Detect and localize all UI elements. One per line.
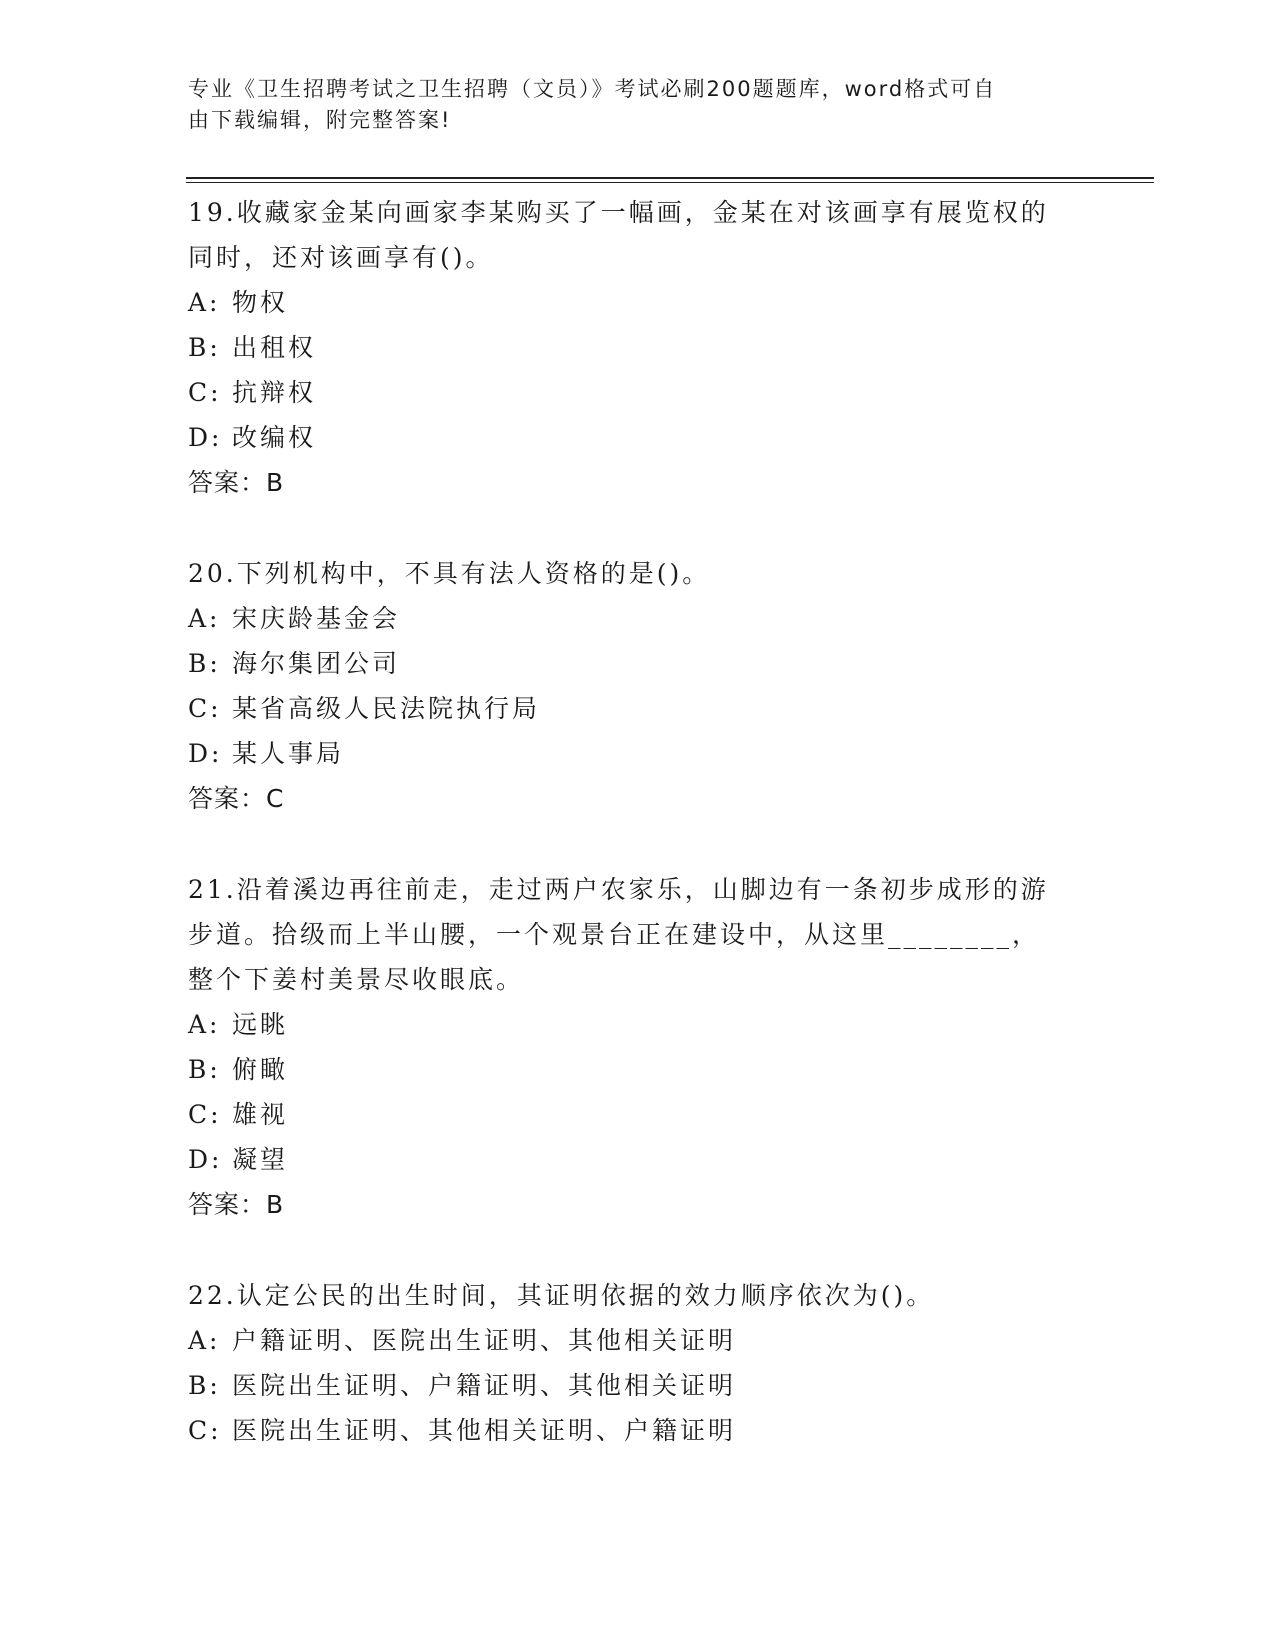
question-20	[188, 551, 1088, 821]
option-text: 雄视	[232, 1100, 289, 1129]
option-text: 医院出生证明、户籍证明、其他相关证明	[232, 1371, 737, 1400]
stem-line: 22.认定公民的出生时间，其证明依据的效力顺序依次为()。	[188, 1281, 935, 1310]
option-letter: A:	[188, 1326, 221, 1355]
option-letter: C:	[188, 694, 222, 723]
option-a	[188, 596, 1088, 641]
option-letter: B:	[188, 1371, 221, 1400]
option-letter: D:	[188, 1145, 223, 1174]
option-text: 医院出生证明、其他相关证明、户籍证明	[232, 1416, 737, 1445]
option-c	[188, 1408, 1088, 1453]
option-text: 物权	[232, 288, 289, 317]
option-text: 海尔集团公司	[232, 649, 401, 678]
answer-line: 答案：C	[188, 784, 285, 813]
question-stem	[188, 867, 1088, 1002]
option-d	[188, 1137, 1088, 1182]
question-list	[188, 190, 1088, 1453]
option-c	[188, 686, 1088, 731]
stem-line: 20.下列机构中，不具有法人资格的是()。	[188, 559, 711, 588]
option-text: 远眺	[232, 1010, 289, 1039]
question-stem	[188, 1273, 1088, 1318]
option-a	[188, 280, 1088, 325]
stem-line: 整个下姜村美景尽收眼底。	[188, 965, 525, 994]
header-line-2: 由下载编辑，附完整答案!	[188, 108, 452, 132]
option-b	[188, 1047, 1088, 1092]
option-letter: A:	[188, 604, 221, 633]
stem-line: 步道。拾级而上半山腰，一个观景台正在建设中，从这里________，	[188, 920, 1041, 949]
question-spacer	[188, 505, 1088, 551]
option-letter: C:	[188, 378, 222, 407]
option-text: 抗辩权	[232, 378, 317, 407]
option-text: 出租权	[232, 333, 317, 362]
stem-line: 21.沿着溪边再往前走，走过两户农家乐，山脚边有一条初步成形的游	[188, 875, 1049, 904]
option-letter: B:	[188, 649, 221, 678]
option-letter: B:	[188, 1055, 221, 1084]
option-text: 宋庆龄基金会	[232, 604, 401, 633]
question-19	[188, 190, 1088, 505]
option-c	[188, 1092, 1088, 1137]
header-line-1: 专业《卫生招聘考试之卫生招聘（文员）》考试必刷200题题库，word格式可自	[188, 77, 997, 101]
stem-line: 19.收藏家金某向画家李某购买了一幅画，金某在对该画享有展览权的	[188, 198, 1049, 227]
document-header	[188, 74, 1068, 136]
question-stem	[188, 190, 1088, 280]
option-d	[188, 731, 1088, 776]
option-letter: A:	[188, 1010, 221, 1039]
question-22	[188, 1273, 1088, 1453]
option-text: 户籍证明、医院出生证明、其他相关证明	[232, 1326, 737, 1355]
option-letter: B:	[188, 333, 221, 362]
option-letter: A:	[188, 288, 221, 317]
option-letter: C:	[188, 1100, 222, 1129]
header-divider-thick	[186, 177, 1154, 179]
option-text: 改编权	[232, 423, 317, 452]
answer-line: 答案：B	[188, 1190, 285, 1219]
question-spacer	[188, 821, 1088, 867]
option-text: 俯瞰	[232, 1055, 289, 1084]
option-letter: C:	[188, 1416, 222, 1445]
option-c	[188, 370, 1088, 415]
question-21	[188, 867, 1088, 1227]
header-divider-thin	[186, 182, 1154, 183]
option-b	[188, 325, 1088, 370]
option-b	[188, 641, 1088, 686]
question-spacer	[188, 1227, 1088, 1273]
option-text: 某人事局	[232, 739, 345, 768]
answer-line: 答案：B	[188, 468, 285, 497]
option-letter: D:	[188, 423, 223, 452]
stem-line: 同时，还对该画享有()。	[188, 243, 494, 272]
option-text: 凝望	[232, 1145, 289, 1174]
option-b	[188, 1363, 1088, 1408]
option-a	[188, 1002, 1088, 1047]
question-stem	[188, 551, 1088, 596]
option-a	[188, 1318, 1088, 1363]
option-d	[188, 415, 1088, 460]
option-text: 某省高级人民法院执行局	[232, 694, 541, 723]
option-letter: D:	[188, 739, 223, 768]
